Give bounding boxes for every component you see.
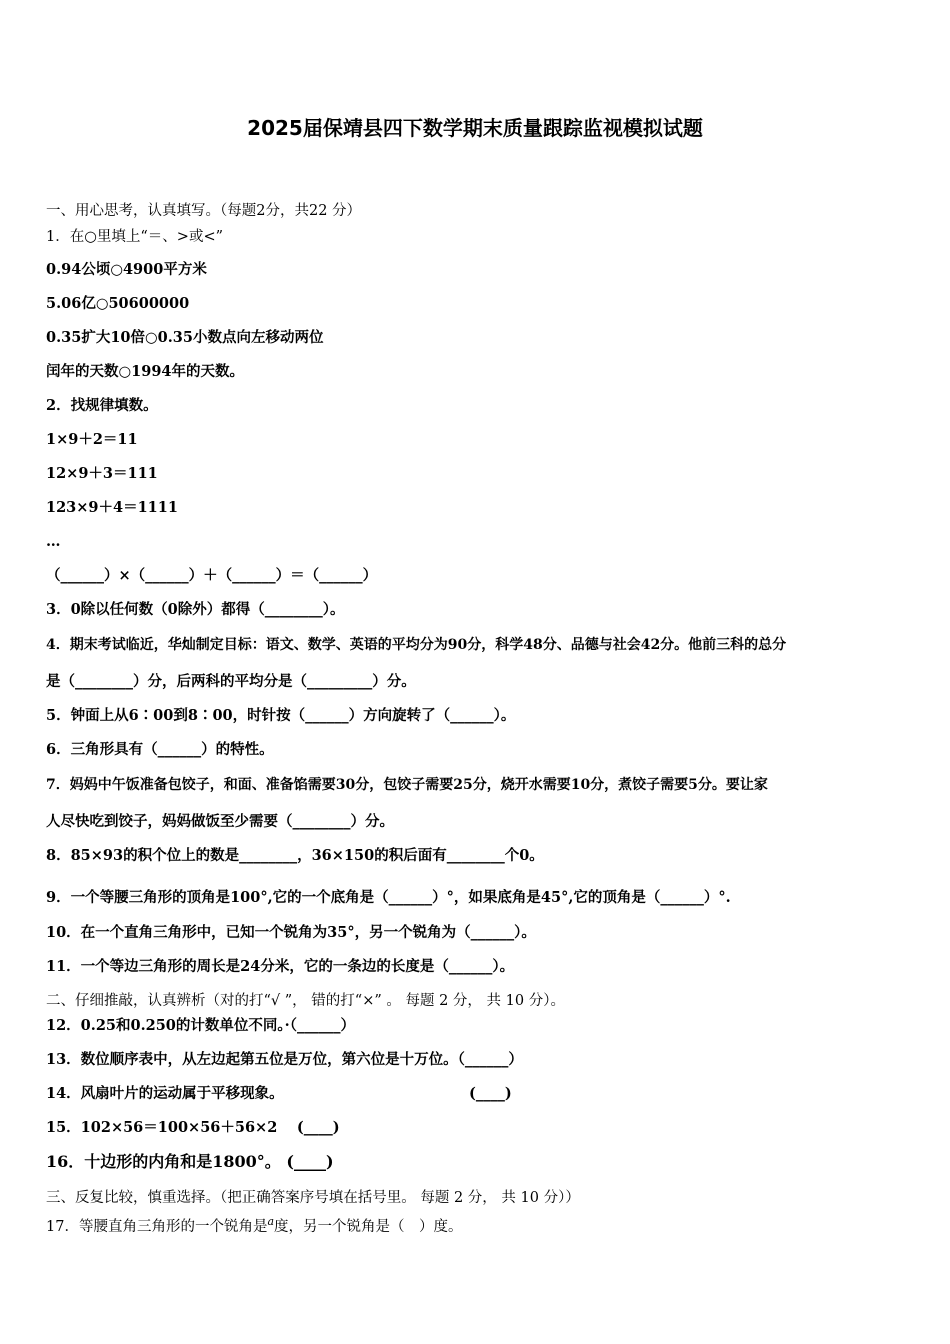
question-14-text: 14．风扇叶片的运动属于平移现象。 bbox=[46, 1085, 284, 1102]
question-3: 3．0除以任何数（0除外）都得（________）。 bbox=[46, 601, 345, 618]
question-1a: 0.94公顷○4900平方米 bbox=[46, 261, 207, 278]
question-8: 8．85×93的积个位上的数是________，36×150的积后面有________个0。 bbox=[46, 847, 544, 864]
question-1: 1．在○里填上“＝、>或<” bbox=[46, 229, 224, 245]
question-14 bbox=[46, 1084, 512, 1104]
question-2c: 123×9＋4＝1111 bbox=[46, 499, 178, 516]
section-2-heading: 二、仔细推敲，认真辨析（对的打“√ ”， 错的打“×” 。 每题 2 分， 共 10 分）。 bbox=[46, 993, 565, 1009]
question-2b: 12×9＋3＝111 bbox=[46, 465, 158, 482]
question-13: 13．数位顺序表中，从左边起第五位是万位，第六位是十万位。（______） bbox=[46, 1051, 523, 1068]
question-4b: 是（________）分，后两科的平均分是（_________）分。 bbox=[46, 673, 416, 690]
question-1d: 闰年的天数○1994年的天数。 bbox=[46, 363, 245, 380]
question-1c: 0.35扩大10倍○0.35小数点向左移动两位 bbox=[46, 329, 324, 346]
question-7a: 7．妈妈中午饭准备包饺子，和面、准备馅需要30分，包饺子需要25分，烧开水需要10分，煮饺子需要5分。要让家 bbox=[46, 777, 768, 793]
alpha-symbol: a bbox=[267, 1215, 275, 1228]
question-10: 10．在一个直角三角形中，已知一个锐角为35°，另一个锐角为（______）。 bbox=[46, 924, 536, 941]
question-17-text: 17．等腰直角三角形的一个锐角是 bbox=[46, 1218, 268, 1235]
section-1-heading: 一、用心思考，认真填写。（每题2分，共22 分） bbox=[46, 203, 362, 219]
question-14-blank: (____) bbox=[469, 1085, 512, 1102]
question-15: 15．102×56＝100×56＋56×2 (____) bbox=[46, 1119, 340, 1136]
question-4a: 4．期末考试临近，华灿制定目标：语文、数学、英语的平均分为90分，科学48分、品德与社会42分。他前三科的总分 bbox=[46, 637, 787, 653]
question-12: 12．0.25和0.250的计数单位不同。·（______） bbox=[46, 1017, 355, 1034]
question-7b: 人尽快吃到饺子，妈妈做饭至少需要（________）分。 bbox=[46, 813, 394, 830]
section-3-heading: 三、反复比较，慎重选择。（把正确答案序号填在括号里。 每题 2 分， 共 10 分）） bbox=[46, 1190, 580, 1206]
question-6: 6．三角形具有（______）的特性。 bbox=[46, 741, 274, 758]
question-11: 11．一个等边三角形的周长是24分米，它的一条边的长度是（______）。 bbox=[46, 958, 515, 975]
question-2a: 1×9＋2＝11 bbox=[46, 431, 138, 448]
question-9: 9．一个等腰三角形的顶角是100°,它的一个底角是（______）°，如果底角是45°,它的顶角是（______）°. bbox=[46, 889, 731, 906]
question-1b: 5.06亿○50600000 bbox=[46, 295, 190, 312]
question-2e: （______）×（______）＋（______）＝（______） bbox=[46, 567, 378, 584]
question-2: 2．找规律填数。 bbox=[46, 397, 158, 414]
question-5: 5．钟面上从6∶00到8∶00，时针按（______）方向旋转了（______）。 bbox=[46, 707, 516, 724]
question-17 bbox=[46, 1212, 463, 1237]
question-17-text-end: 度，另一个锐角是（ ）度。 bbox=[274, 1218, 463, 1235]
question-16: 16．十边形的内角和是1800°。 (____) bbox=[46, 1152, 334, 1171]
page-title: 2025届保靖县四下数学期末质量跟踪监视模拟试题 bbox=[247, 116, 703, 140]
question-2d: … bbox=[46, 533, 61, 550]
